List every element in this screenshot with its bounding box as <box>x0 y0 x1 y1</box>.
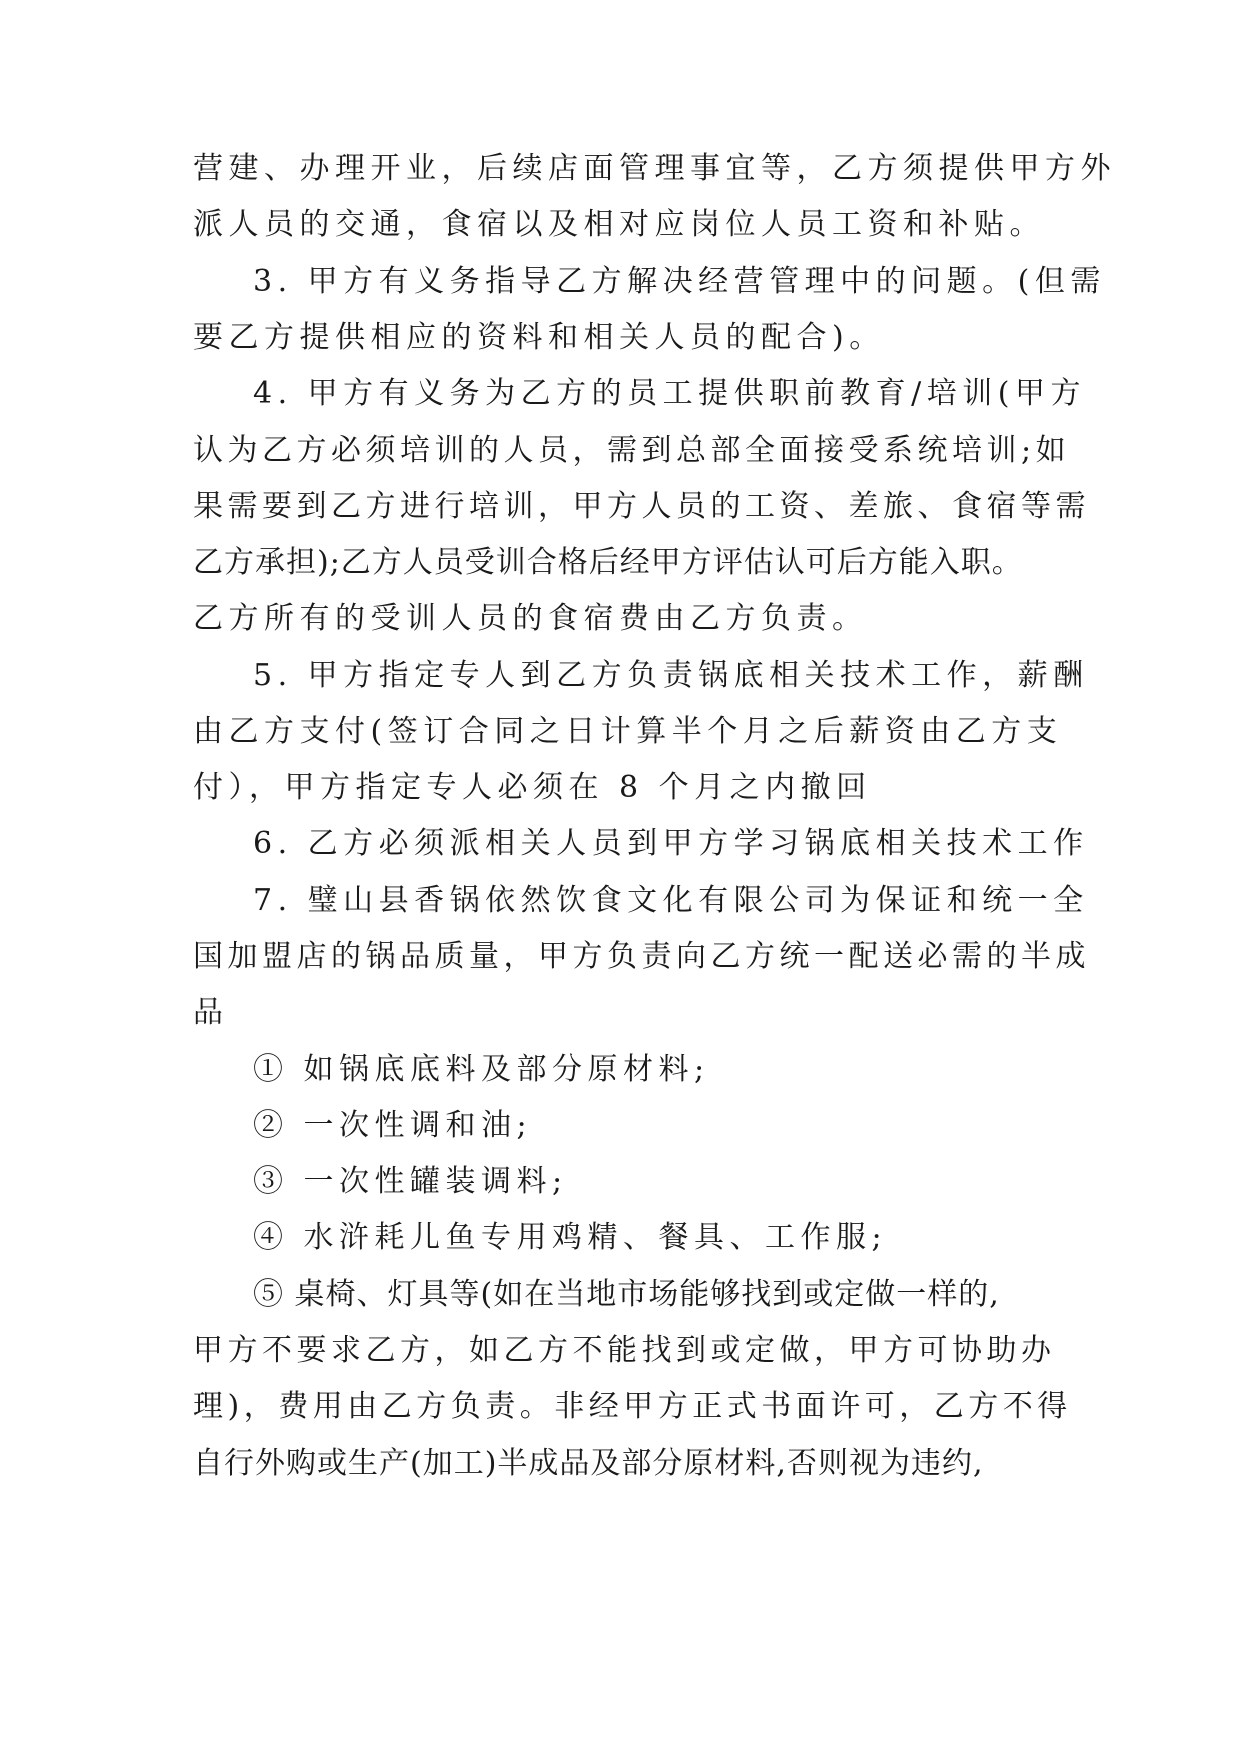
text-line: 营建、办理开业，后续店面管理事宜等，乙方须提供甲方外 <box>193 151 1116 186</box>
text-line: 由乙方支付(签订合同之日计算半个月之后薪资由乙方支 <box>193 714 1063 749</box>
text-line: 理)，费用由乙方负责。非经甲方正式书面许可，乙方不得 <box>193 1389 1072 1424</box>
text-line: 甲方不要求乙方，如乙方不能找到或定做，甲方可协助办 <box>193 1333 1056 1368</box>
text-line: 7. 璧山县香锅依然饮食文化有限公司为保证和统一全 <box>253 883 1089 918</box>
text-line: 6. 乙方必须派相关人员到甲方学习锅底相关技术工作 <box>253 826 1089 861</box>
list-item: ② 一次性调和油; <box>253 1108 533 1143</box>
text-line: 品 <box>193 995 229 1030</box>
text-line: 认为乙方必须培训的人员，需到总部全面接受系统培训;如 <box>193 433 1071 468</box>
text-line: 乙方承担);乙方人员受训合格后经甲方评估认可后方能入职。 <box>193 545 1023 580</box>
list-item: ③ 一次性罐装调料; <box>253 1164 568 1199</box>
text-line: 付），甲方指定专人必须在 8 个月之内撤回 <box>193 770 872 805</box>
list-item: ④ 水浒耗儿鱼专用鸡精、餐具、工作服; <box>253 1220 888 1255</box>
text-line: 自行外购或生产(加工)半成品及部分原材料,否则视为违约, <box>193 1446 984 1481</box>
list-item: ① 如锅底底料及部分原材料; <box>253 1052 710 1087</box>
text-line: 乙方所有的受训人员的食宿费由乙方负责。 <box>193 601 868 636</box>
list-item: ⑤ 桌椅、灯具等(如在当地市场能够找到或定做一样的, <box>253 1277 1000 1312</box>
text-line: 5. 甲方指定专人到乙方负责锅底相关技术工作，薪酬 <box>253 658 1089 693</box>
text-line: 3. 甲方有义务指导乙方解决经营管理中的问题。(但需 <box>253 264 1106 299</box>
text-line: 果需要到乙方进行培训，甲方人员的工资、差旅、食宿等需 <box>193 489 1090 524</box>
text-line: 派人员的交通，食宿以及相对应岗位人员工资和补贴。 <box>193 207 1045 242</box>
text-line: 国加盟店的锅品质量，甲方负责向乙方统一配送必需的半成 <box>193 939 1090 974</box>
text-line: 要乙方提供相应的资料和相关人员的配合)。 <box>193 320 885 355</box>
text-line: 4. 甲方有义务为乙方的员工提供职前教育/培训(甲方 <box>253 376 1086 411</box>
